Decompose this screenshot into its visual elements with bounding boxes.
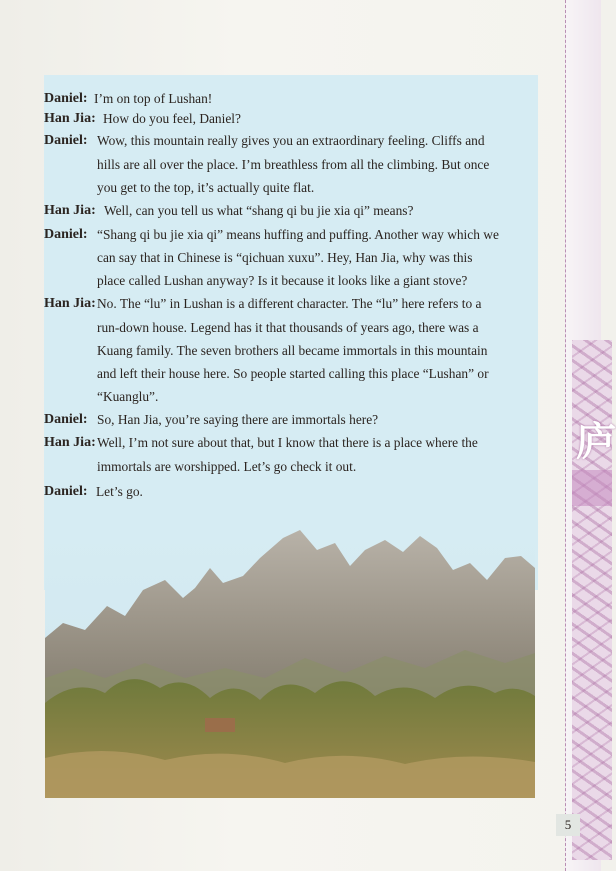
page-number: 5 [556, 814, 580, 836]
speaker-label: Daniel: [44, 484, 88, 499]
speaker-label: Han Jia: [44, 296, 96, 311]
dialogue-line: place called Lushan anyway? Is it because it looks like a giant stove? [97, 273, 468, 288]
dialogue-line: Let’s go. [96, 484, 143, 499]
dialogue-line: immortals are worshipped. Let’s go check it out. [97, 459, 357, 474]
speaker-label: Daniel: [44, 133, 88, 148]
dialogue-line: Well, can you tell us what “shang qi bu jie xia qi” means? [104, 203, 414, 218]
decorative-block [572, 470, 612, 506]
dialogue-line: No. The “lu” in Lushan is a different character. The “lu” here refers to a [97, 296, 482, 311]
speaker-label: Han Jia: [44, 111, 96, 126]
dialogue-line: and left their house here. So people started calling this place “Lushan” or [97, 366, 489, 381]
speaker-label: Daniel: [44, 412, 88, 427]
dialogue-line: How do you feel, Daniel? [103, 111, 241, 126]
dialogue-line: Wow, this mountain really gives you an extraordinary feeling. Cliffs and [97, 133, 485, 148]
dialogue-line: can say that in Chinese is “qichuan xuxu”. Hey, Han Jia, why was this [97, 250, 473, 265]
side-character: 庐 [576, 418, 616, 465]
dialogue-line: you get to the top, it’s actually quite flat. [97, 180, 315, 195]
dialogue-line: “Kuanglu”. [97, 389, 159, 404]
speaker-label: Daniel: [44, 91, 88, 106]
dialogue-line: “Shang qi bu jie xia qi” means huffing and puffing. Another way which we [97, 227, 499, 242]
mountain-photo [45, 528, 535, 798]
speaker-label: Han Jia: [44, 435, 96, 450]
dialogue-line: Kuang family. The seven brothers all became immortals in this mountain [97, 343, 488, 358]
dialogue-line: I’m on top of Lushan! [94, 91, 213, 106]
dialogue-line: run-down house. Legend has it that thousands of years ago, there was a [97, 320, 479, 335]
dialogue-line: hills are all over the place. I’m breathless from all the climbing. But once [97, 157, 490, 172]
speaker-label: Han Jia: [44, 203, 96, 218]
mountain-illustration [45, 528, 535, 798]
dialogue-line: So, Han Jia, you’re saying there are immortals here? [97, 412, 379, 427]
speaker-label: Daniel: [44, 227, 88, 242]
decorative-side-strip [565, 0, 616, 871]
dialogue-line: Well, I’m not sure about that, but I know that there is a place where the [97, 435, 478, 450]
